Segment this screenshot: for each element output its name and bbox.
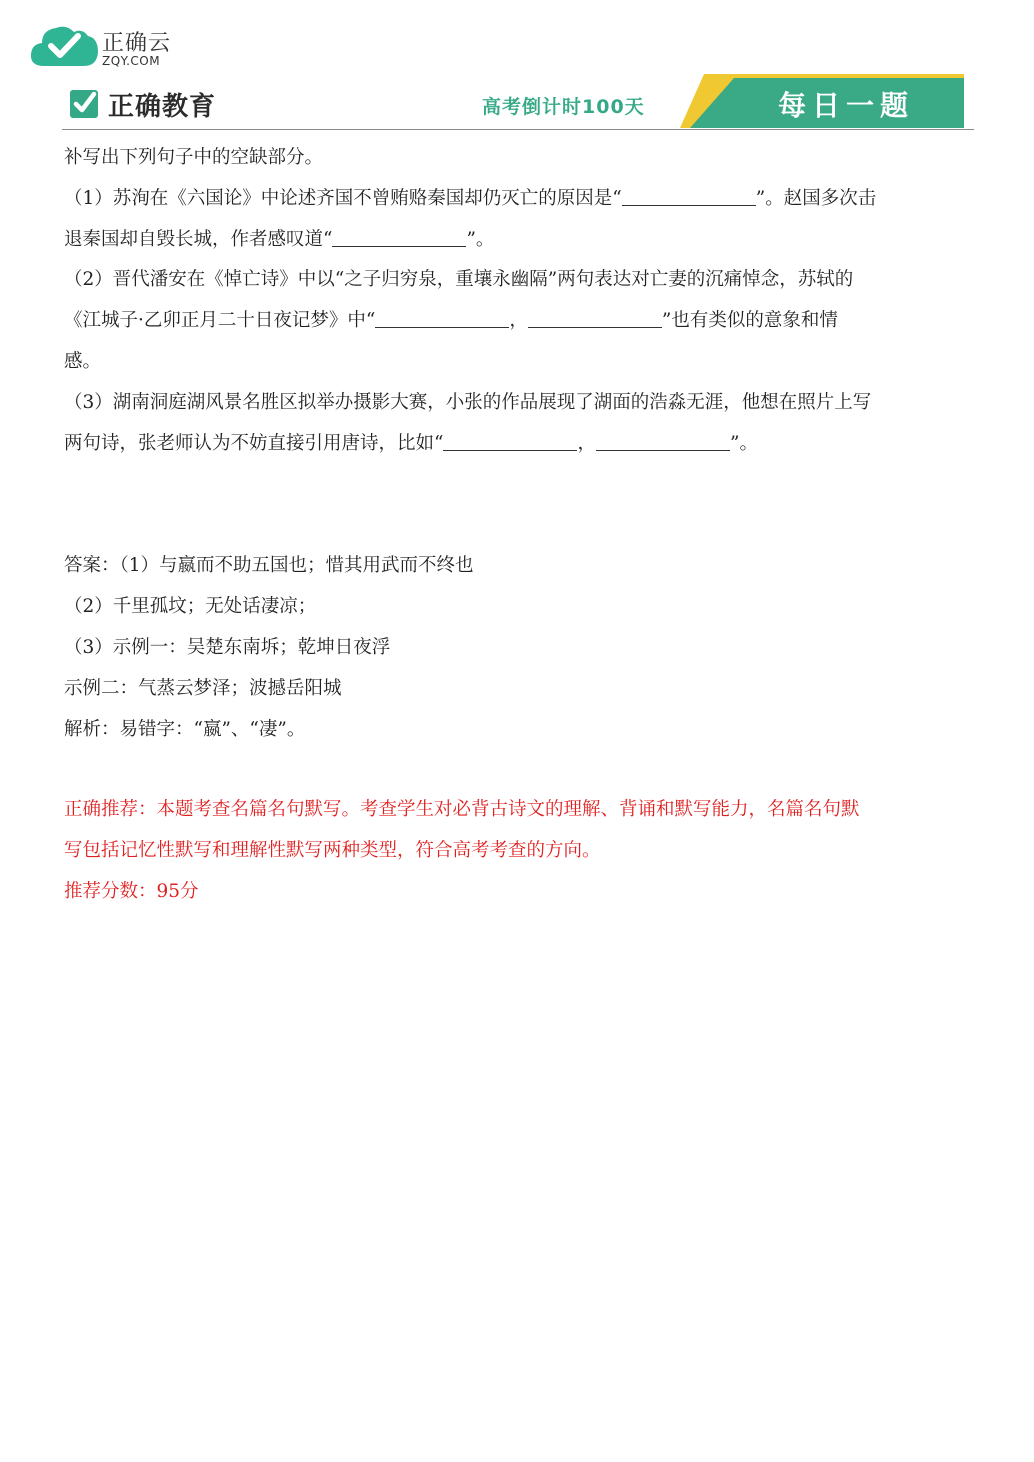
spacer <box>64 750 974 790</box>
answer-blank <box>443 428 577 451</box>
recommend-line-1: 正确推荐：本题考查名篇名句默写。考查学生对必背古诗文的理解、背诵和默写能力，名篇名句默 <box>64 799 860 821</box>
question-1-line-1 <box>64 179 974 220</box>
answer-line-3: （3）示例一：吴楚东南坼；乾坤日夜浮 <box>64 636 391 658</box>
recommend-line-2: 写包括记忆性默写和理解性默写两种类型，符合高考考查的方向。 <box>64 840 601 862</box>
question-1-text-a: （1）苏洵在《六国论》中论述齐国不曾贿赂秦国却仍灭亡的原因是“ <box>64 187 622 209</box>
answer-line-1: 答案：（1）与嬴而不助五国也；惜其用武而不终也 <box>64 555 474 577</box>
recommend-score: 推荐分数：95分 <box>64 880 199 902</box>
question-3-text-c: ， <box>577 432 596 454</box>
question-intro: 补写出下列句子中的空缺部分。 <box>64 147 324 168</box>
question-content <box>64 138 974 913</box>
answer-blank <box>375 305 509 328</box>
brand-title: 正确教育 <box>108 92 217 122</box>
header-divider <box>62 129 974 130</box>
question-2-text-c: ， <box>509 310 528 332</box>
spacer <box>64 464 974 546</box>
question-2-line-3: 感。 <box>64 350 102 372</box>
question-2-text-b: 《江城子·乙卯正月二十日夜记梦》中“ <box>64 310 376 332</box>
question-2-line-2 <box>64 301 974 342</box>
question-2-line-1: （2）晋代潘安在《悼亡诗》中以“之子归穷泉，重壤永幽隔”两句表达对亡妻的沉痛悼念，苏轼的 <box>64 269 854 291</box>
question-1-text-b: ”。赵国多次击 <box>755 187 877 209</box>
banner-title: 每日一题 <box>778 89 915 122</box>
answer-blank <box>332 224 466 247</box>
checkbox-check-icon <box>68 88 100 120</box>
question-3-text-d: ”。 <box>729 432 758 454</box>
answer-line-2: （2）千里孤坟；无处话凄凉； <box>64 596 317 618</box>
countdown-text: 高考倒计时100天 <box>482 96 645 118</box>
question-1-text-d: ”。 <box>466 228 495 250</box>
logo-title-cn: 正确云 <box>102 31 172 56</box>
answer-blank <box>528 305 662 328</box>
zqy-logo <box>30 22 180 74</box>
answer-line-4: 示例二：气蒸云梦泽；波撼岳阳城 <box>64 677 342 699</box>
analysis-line: 解析：易错字：“嬴”、“凄”。 <box>64 718 306 740</box>
question-2-text-d: ”也有类似的意象和情 <box>661 310 838 332</box>
question-3-line-1: （3）湖南洞庭湖风景名胜区拟举办摄影大赛，小张的作品展现了湖面的浩淼无涯，他想在照片上写 <box>64 391 872 413</box>
question-1-text-c: 退秦国却自毁长城，作者感叹道“ <box>64 228 333 250</box>
answer-blank <box>622 183 756 206</box>
question-3-line-2 <box>64 424 974 465</box>
question-1-line-2 <box>64 220 974 261</box>
logo-title-en: ZQY.COM <box>102 54 161 68</box>
answer-blank <box>596 428 730 451</box>
cloud-check-icon <box>30 22 100 70</box>
question-3-text-b: 两句诗，张老师认为不妨直接引用唐诗，比如“ <box>64 432 444 454</box>
